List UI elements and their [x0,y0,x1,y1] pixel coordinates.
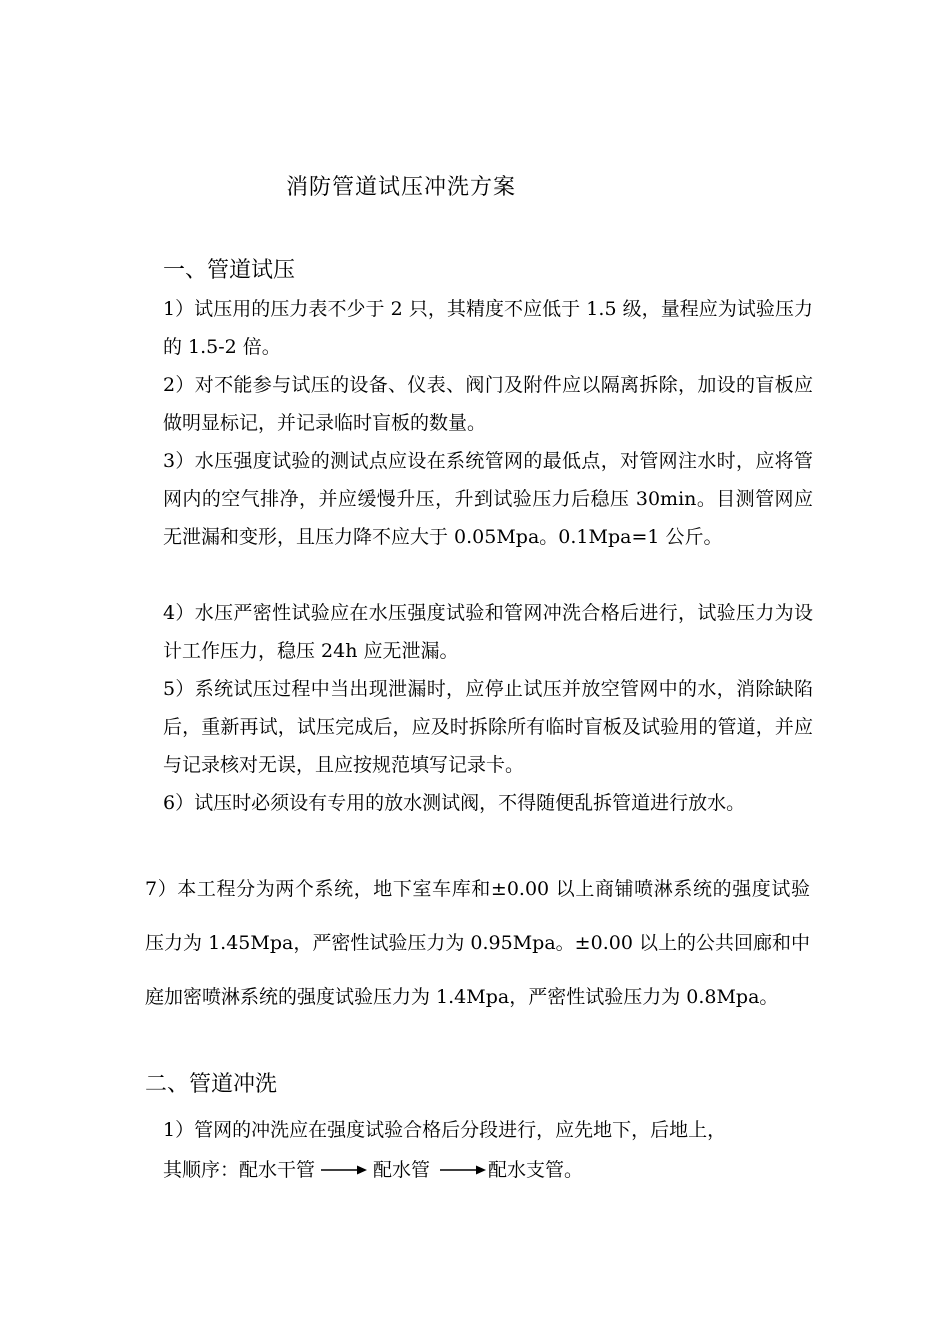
flushing-sequence-label: 其顺序： [163,1159,240,1181]
flushing-item-1-text: 1）管网的冲洗应在强度试验合格后分段进行，应先地下，后地上， [163,1119,727,1141]
flushing-item-1 [163,1110,811,1190]
pressure-test-item-4: 4）水压严密性试验应在水压强度试验和管网冲洗合格后进行，试验压力为设计工作压力，稳压 24h 应无泄漏。 [163,602,813,662]
pressure-test-item-6: 6）试压时必须设有专用的放水测试阀，不得随便乱拆管道进行放水。 [163,792,746,814]
pressure-test-item-2: 2）对不能参与试压的设备、仪表、阀门及附件应以隔离拆除，加设的盲板应做明显标记，并记录临时盲板的数量。 [163,374,813,434]
pressure-test-item-1: 1）试压用的压力表不少于 2 只，其精度不应低于 1.5 级，量程应为试验压力的 1.5-2 倍。 [163,298,813,358]
section-heading-flushing: 二、管道冲洗 [145,1072,278,1097]
flushing-sequence-step-1: 配水干管 [239,1159,316,1181]
flushing-sequence-step-2: 配水管 [373,1159,431,1181]
flushing-sequence [163,1150,811,1190]
document-title: 消防管道试压冲洗方案 [286,175,517,200]
section-heading-pressure-test: 一、管道试压 [163,258,296,283]
arrow-right-icon [440,1164,486,1176]
pressure-test-item-3: 3）水压强度试验的测试点应设在系统管网的最低点，对管网注水时，应将管网内的空气排净，并应缓慢升压，升到试验压力后稳压 30min。目测管网应无泄漏和变形，且压力降不应大于 0.05Mpa。0.1Mpa=1 公斤。 [163,450,813,548]
pressure-test-item-7: 7）本工程分为两个系统，地下室车库和±0.00 以上商铺喷淋系统的强度试验压力为 1.45Mpa，严密性试验压力为 0.95Mpa。±0.00 以上的公共回廊和中庭加密喷淋系统的强度试验压力为 1.4Mpa，严密性试验压力为 0.8Mpa。 [145,878,810,1008]
arrow-right-icon [321,1164,367,1176]
flushing-sequence-step-3: 配水支管。 [488,1159,584,1181]
pressure-test-item-5: 5）系统试压过程中当出现泄漏时，应停止试压并放空管网中的水，消除缺陷后，重新再试，试压完成后，应及时拆除所有临时盲板及试验用的管道，并应与记录核对无误，且应按规范填写记录卡。 [163,678,813,776]
